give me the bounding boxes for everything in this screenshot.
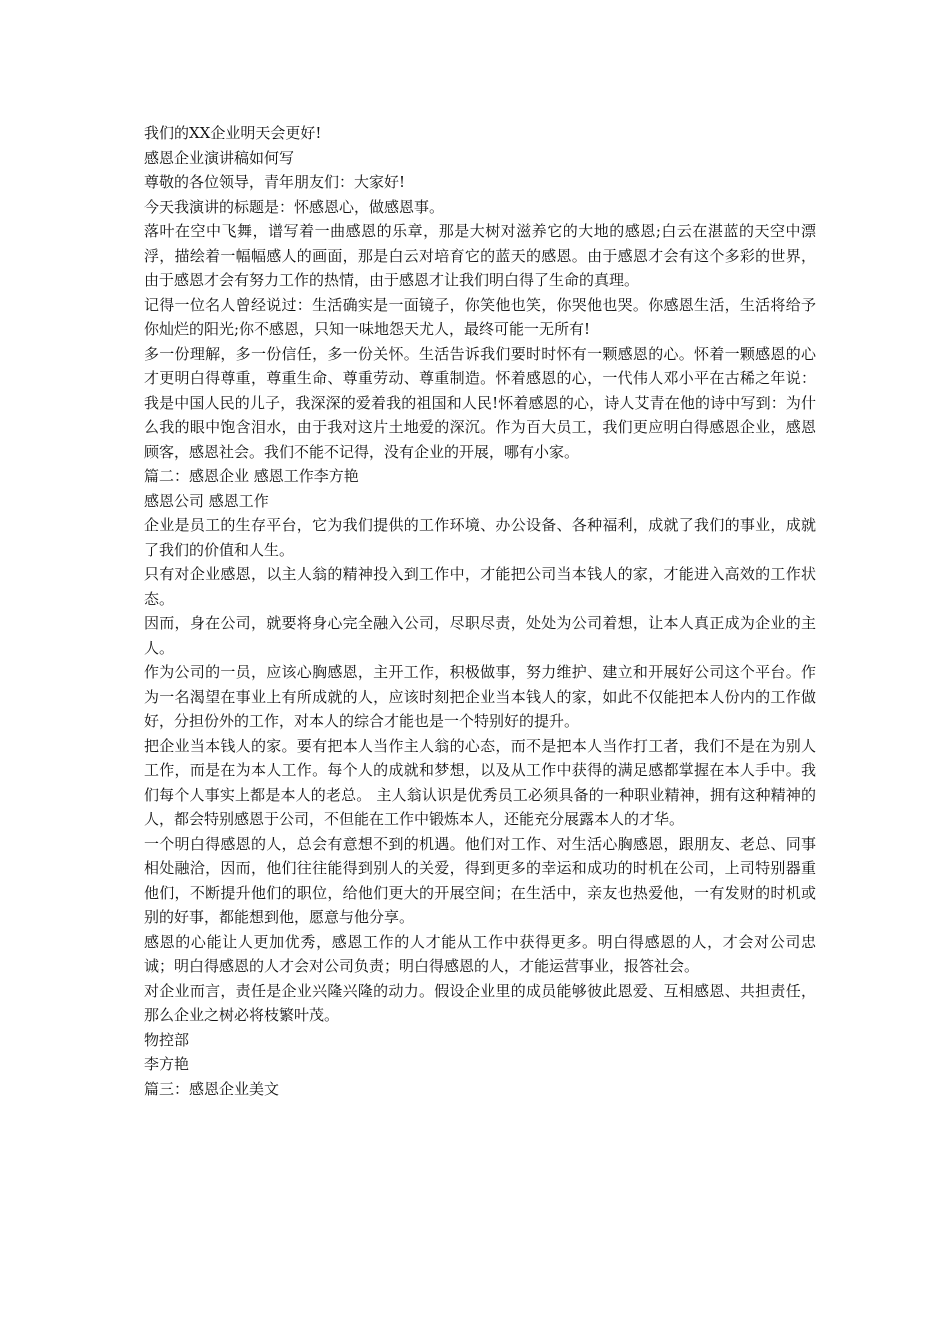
speech-topic: 今天我演讲的标题是：怀感恩心，做感恩事。	[144, 197, 445, 216]
paragraph-leaves: 落叶在空中飞舞，谱写着一曲感恩的乐章，那是大树对滋养它的大地的感恩;白云在湛蓝的天空中漂浮，描绘着一幅幅感人的画面，那是白云对培育它的蓝天的感恩。由于感恩才会有这个多彩的世界，由于感恩才会有努力工作的热情，由于感恩才让我们明白得了生命的真理。	[144, 222, 816, 289]
chapter-two-subtitle: 感恩公司 感恩工作	[144, 491, 269, 510]
paragraph-responsibility: 对企业而言，责任是企业兴隆兴隆的动力。假设企业里的成员能够彼此恩爱、互相感恩、共担责任，那么企业之树必将枝繁叶茂。	[144, 981, 816, 1024]
paragraph-platform: 企业是员工的生存平台，它为我们提供的工作环境、办公设备、各种福利，成就了我们的事业，成就了我们的价值和人生。	[144, 516, 816, 559]
chapter-three-title: 篇三：感恩企业美文	[144, 1079, 280, 1098]
paragraph-owner-spirit: 只有对企业感恩，以主人翁的精神投入到工作中，才能把公司当本钱人的家，才能进入高效的工作状态。	[144, 565, 816, 608]
chapter-two-title: 篇二：感恩企业 感恩工作李方艳	[144, 467, 359, 485]
paragraph-member: 作为公司的一员，应该心胸感恩，主开工作，积极做事，努力维护、建立和开展好公司这个平台。作为一名渴望在事业上有所成就的人，应该时刻把企业当本钱人的家，如此不仅能把本人份内的工作做好，分担份外的工作，对本人的综合才能也是一个特别好的提升。	[144, 663, 816, 730]
paragraph-home: 把企业当本钱人的家。要有把本人当作主人翁的心态，而不是把本人当作打工者，我们不是在为别人工作，而是在为本人工作。每个人的成就和梦想，以及从工作中获得的满足感都掌握在本人手中。我们每个人事实上都是本人的老总。 主人翁认识是优秀员工必须具备的一种职业精神，拥有这种精神的人，都会特别感恩于公司，不但能在工作中锻炼本人，还能充分展露本人的才华。	[144, 736, 816, 828]
signature-department: 物控部	[144, 1030, 190, 1049]
paragraph-grateful-heart: 感恩的心能让人更加优秀，感恩工作的人才能从工作中获得更多。明白得感恩的人，才会对公司忠诚；明白得感恩的人才会对公司负责；明白得感恩的人，才能运营事业，报答社会。	[144, 932, 816, 975]
greeting: 尊敬的各位领导，青年朋友们：大家好!	[144, 173, 406, 191]
closing-line: 我们的XX企业明天会更好!	[144, 124, 322, 142]
document-page	[144, 121, 816, 1101]
signature-author: 李方艳	[144, 1055, 190, 1073]
paragraph-dedication: 因而，身在公司，就要将身心完全融入公司，尽职尽责，处处为公司着想，让本人真正成为企业的主人。	[144, 614, 816, 657]
paragraph-mirror: 记得一位名人曾经说过：生活确实是一面镜子，你笑他也笑，你哭他也哭。你感恩生活，生活将给予你灿烂的阳光;你不感恩，只知一味地怨天尤人，最终可能一无所有!	[144, 295, 816, 338]
section-title-speech: 感恩企业演讲稿如何写	[144, 148, 295, 167]
paragraph-opportunity: 一个明白得感恩的人，总会有意想不到的机遇。他们对工作、对生活心胸感恩，跟朋友、老总、同事相处融洽，因而，他们往往能得到别人的关爱，得到更多的幸运和成功的时机在公司，上司特别器重他们，不断提升他们的职位，给他们更大的开展空间；在生活中，亲友也热爱他，一有发财的时机或别的好事，都能想到他，愿意与他分享。	[144, 834, 816, 926]
paragraph-understanding: 多一份理解，多一份信任，多一份关怀。生活告诉我们要时时怀有一颗感恩的心。怀着一颗感恩的心才更明白得尊重，尊重生命、尊重劳动、尊重制造。怀着感恩的心，一代伟人邓小平在古稀之年说：我是中国人民的儿子，我深深的爱着我的祖国和人民!怀着感恩的心，诗人艾青在他的诗中写到：为什么我的眼中饱含泪水，由于我对这片土地爱的深沉。作为百大员工，我们更应明白得感恩企业，感恩顾客，感恩社会。我们不能不记得，没有企业的开展，哪有小家。	[144, 344, 816, 461]
